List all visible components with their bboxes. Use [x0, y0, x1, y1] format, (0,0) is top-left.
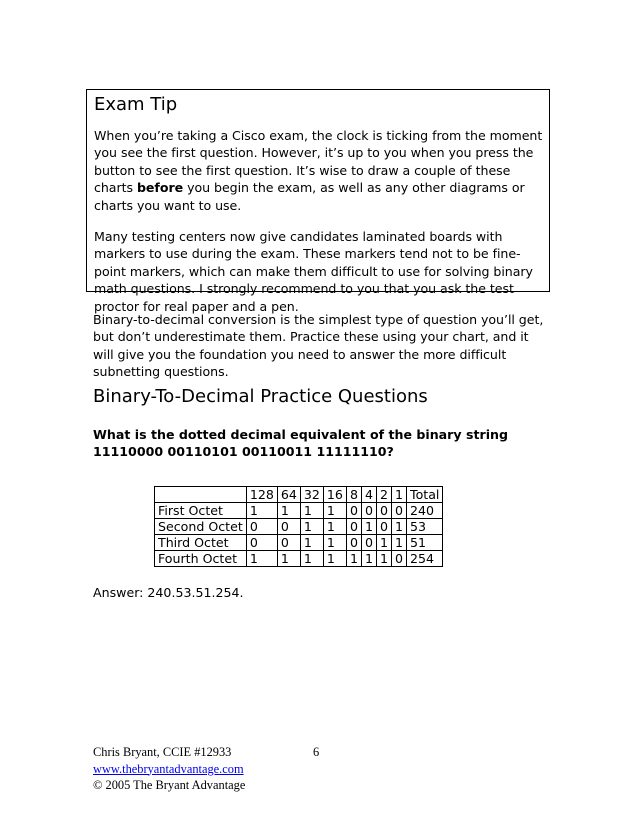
table-cell: 32	[300, 487, 323, 503]
table-row	[155, 503, 443, 519]
table-cell: 51	[407, 535, 443, 551]
table-header-row	[155, 487, 443, 503]
table-cell: 1	[323, 519, 346, 535]
table-cell: 0	[376, 503, 391, 519]
table-cell: 1	[376, 551, 391, 567]
table-cell: 1	[300, 551, 323, 567]
table-cell: 1	[392, 487, 407, 503]
answer-text: Answer: 240.53.51.254.	[93, 585, 244, 600]
footer-copyright: © 2005 The Bryant Advantage	[93, 778, 246, 792]
table-row-label: Third Octet	[155, 535, 247, 551]
table-cell: 16	[323, 487, 346, 503]
binary-conversion-table	[154, 486, 443, 567]
table-cell: 2	[376, 487, 391, 503]
tip-text-bold: before	[136, 180, 184, 196]
table-cell: 1	[300, 535, 323, 551]
exam-tip-box	[86, 89, 550, 314]
table-cell: 0	[346, 535, 361, 551]
table-cell: Total	[407, 487, 443, 503]
table-cell: 0	[346, 503, 361, 519]
exam-tip-paragraph-1	[94, 127, 549, 214]
footer-author: Chris Bryant, CCIE #12933	[93, 745, 232, 759]
table-cell: 1	[323, 503, 346, 519]
table-row	[155, 551, 443, 567]
table-cell: 1	[277, 551, 300, 567]
table-cell: 0	[246, 535, 277, 551]
table-cell: 0	[277, 535, 300, 551]
practice-question: What is the dotted decimal equivalent of the binary string 11110000 00110101 00110011 11111110?	[93, 427, 509, 460]
table-cell: 1	[323, 535, 346, 551]
footer-website-link[interactable]: www.thebryantadvantage.com	[93, 761, 244, 776]
table-cell: 0	[376, 519, 391, 535]
table-cell: 8	[346, 487, 361, 503]
table-row-label: Fourth Octet	[155, 551, 247, 567]
table-row	[155, 535, 443, 551]
table-cell: 1	[277, 503, 300, 519]
exam-tip-title: Exam Tip	[94, 94, 178, 115]
table-cell: 4	[361, 487, 376, 503]
page-number: 6	[313, 745, 320, 759]
table-cell: 1	[246, 503, 277, 519]
table-cell: 1	[346, 551, 361, 567]
table-cell: 0	[277, 519, 300, 535]
table-cell: 1	[246, 551, 277, 567]
table-cell: 1	[376, 535, 391, 551]
exam-tip-paragraph-2: Many testing centers now give candidates laminated boards with markers to use during the exam. These markers tend not to be fine-point markers, which can make them difficult to use for solving binary math questions. I strongly recommend to you that you ask the test proctor for real paper and a pen.	[94, 229, 533, 314]
table-cell: 53	[407, 519, 443, 535]
table-cell: 1	[361, 551, 376, 567]
table-cell: 0	[392, 503, 407, 519]
table-cell: 1	[392, 519, 407, 535]
table-cell: 0	[346, 519, 361, 535]
table-cell: 1	[300, 519, 323, 535]
table-cell: 1	[323, 551, 346, 567]
table-cell: 1	[392, 535, 407, 551]
tip-text-start: When you’re taking a Cisco exam, the clock is ticking from the moment you see the first question. However, it’s up to you when you press the button to see the first question. It’s wise to draw a couple of these charts	[94, 128, 543, 196]
table-cell: 0	[361, 535, 376, 551]
table-cell: 254	[407, 551, 443, 567]
table-cell: 0	[392, 551, 407, 567]
table-cell: 0	[246, 519, 277, 535]
table-cell: 64	[277, 487, 300, 503]
tip-text-end: you begin the exam, as well as any other diagrams or charts you want to use.	[94, 180, 525, 213]
table-row-label	[155, 487, 247, 503]
table-row-label: First Octet	[155, 503, 247, 519]
intro-paragraph: Binary-to-decimal conversion is the simplest type of question you’ll get, but don’t underestimate them. Practice these using your chart, and it will give you the foundation you need to answer the more difficult subnetting questions.	[93, 312, 544, 380]
page-footer	[93, 744, 245, 794]
section-heading: Binary-To-Decimal Practice Questions	[93, 386, 428, 407]
table-cell: 1	[361, 519, 376, 535]
table-cell: 128	[246, 487, 277, 503]
table-row-label: Second Octet	[155, 519, 247, 535]
table-row	[155, 519, 443, 535]
table-cell: 240	[407, 503, 443, 519]
table-cell: 1	[300, 503, 323, 519]
table-cell: 0	[361, 503, 376, 519]
